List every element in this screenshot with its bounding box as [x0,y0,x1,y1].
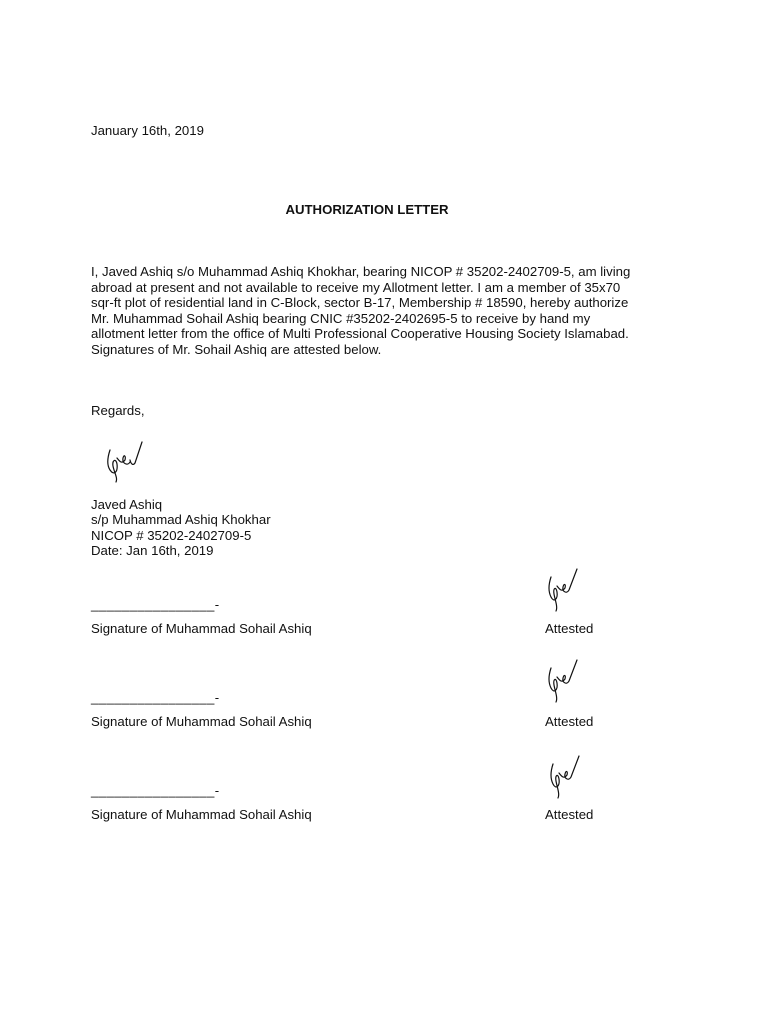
signer-block [91,497,271,559]
attestation-signature [547,754,585,800]
attestation-signature [545,658,583,704]
signature-javed-ashiq [100,436,150,484]
signature-line: ________________- [91,597,220,612]
signer-parent: s/p Muhammad Ashiq Khokhar [91,512,271,528]
signer-name: Javed Ashiq [91,497,163,512]
signature-line: ________________- [91,690,220,705]
signature-line: ________________- [91,783,220,798]
signer-date: Date: Jan 16th, 2019 [91,543,214,559]
attestation-signature [545,567,583,613]
attested-label: Attested [545,714,594,729]
attested-label: Attested [545,621,594,636]
letter-title: AUTHORIZATION LETTER [285,202,449,217]
letter-body: I, Javed Ashiq s/o Muhammad Ashiq Khokhar, bearing NICOP # 35202-2402709-5, am living abroad at present and not available to receive my Allotment letter. I am a member of 35x70 sqr-ft plot of residential land in C-Block, sector B-17, Membership # 18590, hereby authorize Mr. Muhammad Sohail Ashiq bearing CNIC #35202-2402695-5 to receive by hand my allotment letter from the office of Multi Professional Cooperative Housing Society Islamabad. Signatures of Mr. Sohail Ashiq are attested below. [91,264,631,357]
attested-label: Attested [545,807,594,822]
signature-label: Signature of Muhammad Sohail Ashiq [91,714,312,729]
closing: Regards, [91,403,145,418]
signature-label: Signature of Muhammad Sohail Ashiq [91,621,312,636]
signature-label: Signature of Muhammad Sohail Ashiq [91,807,312,822]
signer-nicop: NICOP # 35202-2402709-5 [91,527,252,543]
letter-date: January 16th, 2019 [91,123,204,138]
